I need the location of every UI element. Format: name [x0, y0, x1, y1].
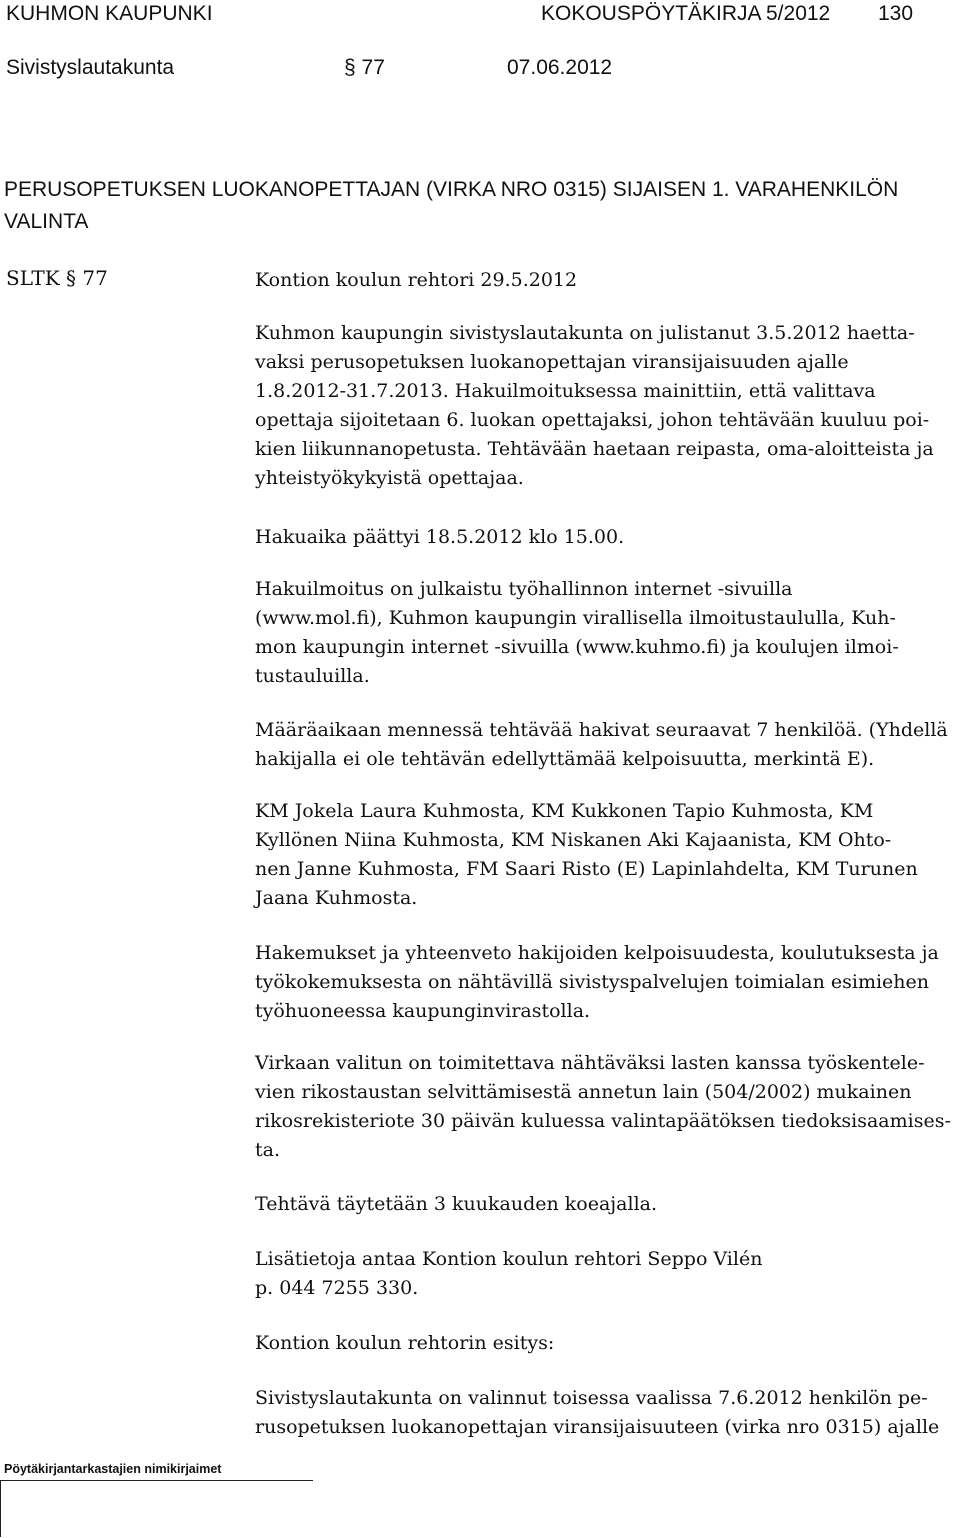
paragraph-applications-availability	[255, 939, 945, 1026]
reference-label: SLTK § 77	[6, 266, 108, 290]
text-line: Lisätietoja antaa Kontion koulun rehtori Seppo Vilén	[255, 1248, 763, 1270]
page-number: 130	[878, 2, 914, 25]
text-line: rikosrekisteriote 30 päivän kuluessa valintapäätöksen tiedoksisaamises-	[255, 1110, 951, 1132]
text-line: 1.8.2012-31.7.2013. Hakuilmoituksessa mainittiin, että valittava	[255, 380, 876, 402]
text-line: yhteistyökykyistä opettajaa.	[255, 467, 524, 489]
text-line: työkokemuksesta on nähtävillä sivistyspalvelujen toimialan esimiehen	[255, 971, 929, 993]
text-line: vien rikostaustan selvittämisestä annetun lain (504/2002) mukainen	[255, 1081, 912, 1103]
paragraph-deadline	[255, 523, 945, 552]
text-line: Tehtävä täytetään 3 kuukauden koeajalla.	[255, 1193, 658, 1215]
paragraph-announcement	[255, 319, 945, 493]
text-line: Määräaikaan mennessä tehtävää hakivat seuraavat 7 henkilöä. (Yhdellä	[255, 719, 948, 741]
decision-title-line-2: VALINTA	[4, 210, 89, 233]
document-type: KOKOUSPÖYTÄKIRJA	[541, 2, 762, 25]
text-line: Hakuaika päättyi 18.5.2012 klo 15.00.	[255, 526, 625, 548]
text-line: opettaja sijoitetaan 6. luokan opettajaksi, johon tehtävään kuuluu poi-	[255, 409, 930, 431]
decision-title-line-1: PERUSOPETUKSEN LUOKANOPETTAJAN (VIRKA NRO 0315) SIJAISEN 1. VARAHENKILÖN	[4, 178, 899, 201]
text-line: mon kaupungin internet -sivuilla (www.kuhmo.fi) ja koulujen ilmoi-	[255, 636, 899, 658]
paragraph-probation	[255, 1190, 945, 1219]
organization-name: KUHMON KAUPUNKI	[6, 2, 213, 25]
text-line: Jaana Kuhmosta.	[255, 887, 418, 909]
text-line: ta.	[255, 1139, 281, 1161]
signature-box	[0, 1480, 314, 1537]
text-line: vaksi perusopetuksen luokanopettajan viransijaisuuden ajalle	[255, 351, 849, 373]
paragraph-applicant-count	[255, 716, 948, 774]
text-line: Hakuilmoitus on julkaistu työhallinnon internet -sivuilla	[255, 578, 793, 600]
text-line: Kuhmon kaupungin sivistyslautakunta on julistanut 3.5.2012 haetta-	[255, 322, 915, 344]
issue-number: 5/2012	[766, 2, 831, 25]
text-line: KM Jokela Laura Kuhmosta, KM Kukkonen Tapio Kuhmosta, KM	[255, 800, 874, 822]
paragraph-decision	[255, 1384, 945, 1442]
board-name: Sivistyslautakunta	[6, 56, 175, 79]
text-line: Hakemukset ja yhteenveto hakijoiden kelpoisuudesta, koulutuksesta ja	[255, 942, 939, 964]
paragraph-proposal-heading	[255, 1329, 945, 1358]
text-line: Kontion koulun rehtorin esitys:	[255, 1332, 555, 1354]
text-line: rusopetuksen luokanopettajan viransijaisuuteen (virka nro 0315) ajalle	[255, 1416, 940, 1438]
text-line: hakijalla ei ole tehtävän edellyttämää kelpoisuutta, merkintä E).	[255, 748, 875, 770]
paragraph-contact	[255, 1245, 945, 1303]
signature-label: Pöytäkirjantarkastajien nimikirjaimet	[4, 1462, 222, 1476]
text-line: tustauluilla.	[255, 665, 370, 687]
text-line: (www.mol.fi), Kuhmon kaupungin virallisella ilmoitustaululla, Kuh-	[255, 607, 896, 629]
presenter-line	[255, 266, 945, 295]
meeting-date: 07.06.2012	[507, 56, 613, 79]
presenter-text: Kontion koulun rehtori 29.5.2012	[255, 269, 578, 291]
text-line: nen Janne Kuhmosta, FM Saari Risto (E) Lapinlahdelta, KM Turunen	[255, 858, 918, 880]
text-line: p. 044 7255 330.	[255, 1277, 419, 1299]
paragraph-publication	[255, 575, 945, 691]
text-line: Virkaan valitun on toimitettava nähtäväksi lasten kanssa työskentele-	[255, 1052, 925, 1074]
paragraph-criminal-record	[255, 1049, 951, 1165]
section-number: § 77	[344, 56, 385, 79]
paragraph-applicants	[255, 797, 945, 913]
text-line: Kyllönen Niina Kuhmosta, KM Niskanen Aki Kajaanista, KM Ohto-	[255, 829, 892, 851]
text-line: kien liikunnanopetusta. Tehtävään haetaan reipasta, oma-aloitteista ja	[255, 438, 934, 460]
text-line: Sivistyslautakunta on valinnut toisessa vaalissa 7.6.2012 henkilön pe-	[255, 1387, 928, 1409]
text-line: työhuoneessa kaupunginvirastolla.	[255, 1000, 591, 1022]
